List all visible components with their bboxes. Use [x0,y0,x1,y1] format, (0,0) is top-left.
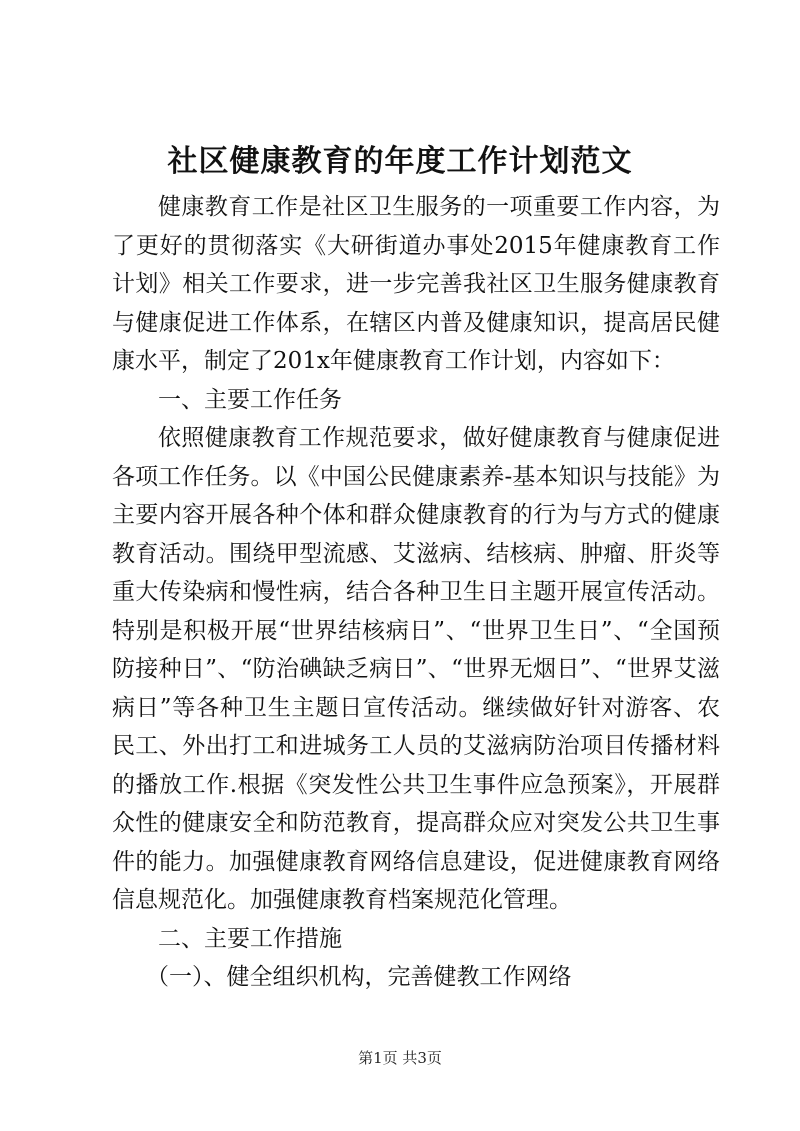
document-title: 社区健康教育的年度工作计划范文 [167,144,633,179]
page-footer: 第1页 共3页 [358,1049,442,1067]
subsection-heading-organization: （一）、健全组织机构，完善健教工作网络 [146,964,572,990]
section-heading-tasks: 一、主要工作任务 [158,386,342,413]
section-heading-measures: 二、主要工作措施 [158,925,342,952]
tasks-paragraph: 依照健康教育工作规范要求，做好健康教育与健康促进各项工作任务。以《中国公民健康素养-基本知识与技能》为主要内容开展各种个体和群众健康教育的行为与方式的健康教育活动。围绕甲型流感、艾滋病、结核病、肿瘤、肝炎等重大传染病和慢性病，结合各种卫生日主题开展宣传活动。特别是积极开展“世界结核病日”、“世界卫生日”、“全国预防接种日”、“防治碘缺乏病日”、“世界无烟日”、“世界艾滋病日”等各种卫生主题日宣传活动。继续做好针对游客、农民工、外出打工和进城务工人员的艾滋病防治项目传播材料的播放工作.根据《突发性公共卫生事件应急预案》，开展群众性的健康安全和防范教育，提高群众应对突发公共卫生事件的能力。加强健康教育网络信息建设，促进健康教育网络信息规范化。加强健康教育档案规范化管理。 [112,425,720,913]
document-body [112,188,720,997]
intro-paragraph: 健康教育工作是社区卫生服务的一项重要工作内容，为了更好的贯彻落实《大研街道办事处2015年健康教育工作计划》相关工作要求，进一步完善我社区卫生服务健康教育与健康促进工作体系，在辖区内普及健康知识，提高居民健康水平，制定了201x年健康教育工作计划，内容如下： [112,194,720,374]
